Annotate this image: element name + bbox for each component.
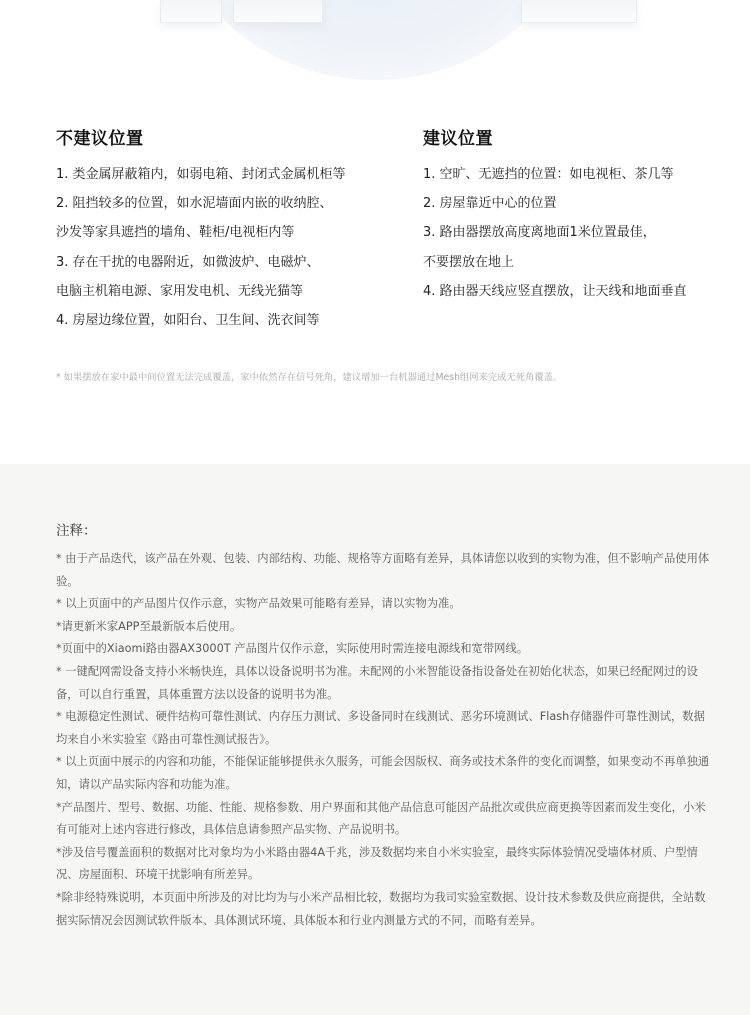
not-recommended-title: 不建议位置 bbox=[56, 129, 144, 149]
note-item: *产品图片、型号、数据、功能、性能、规格参数、用户界面和其他产品信息可能因产品批次或供应商更换等因素而发生变化，小米有可能对上述内容进行修改，具体信息请参照产品实物、产品说明书。 bbox=[56, 800, 706, 837]
list-item: 1. 空旷、无遮挡的位置：如电视柜、茶几等 bbox=[423, 167, 674, 182]
note-item: * 一键配网需设备支持小米畅快连，具体以设备说明书为准。未配网的小米智能设备指设备处在初始化状态，如果已经配网过的设备，可以自行重置，具体重置方法以设备的说明书为准。 bbox=[56, 664, 698, 701]
list-item: 沙发等家具遮挡的墙角、鞋柜/电视柜内等 bbox=[56, 225, 295, 241]
list-item: 3. 存在干扰的电器附近，如微波炉、电磁炉、 bbox=[56, 254, 320, 270]
list-item: 2. 房屋靠近中心的位置 bbox=[423, 196, 557, 212]
furniture-shape bbox=[160, 0, 222, 23]
notes-section bbox=[0, 464, 750, 1015]
recommended-title: 建议位置 bbox=[423, 129, 493, 149]
note-item: *请更新米家APP至最新版本后使用。 bbox=[56, 619, 242, 633]
list-item: 电脑主机箱电源、家用发电机、无线光猫等 bbox=[56, 283, 304, 299]
not-recommended-section bbox=[56, 124, 396, 335]
note-item: * 由于产品迭代，该产品在外观、包装、内部结构、功能、规格等方面略有差异，具体请您以收到的实物为准，但不影响产品使用体验。 bbox=[56, 552, 710, 588]
list-item: 4. 路由器天线应竖直摆放，让天线和地面垂直 bbox=[423, 283, 687, 299]
recommended-section bbox=[423, 124, 723, 306]
list-item: 1. 类金属屏蔽箱内，如弱电箱、封闭式金属机柜等 bbox=[56, 167, 346, 182]
notes-list bbox=[56, 548, 710, 932]
list-item: 3. 路由器摆放高度离地面1米位置最佳， bbox=[423, 225, 656, 241]
list-item: 2. 阻挡较多的位置，如水泥墙面内嵌的收纳腔、 bbox=[56, 196, 333, 212]
note-item: *涉及信号覆盖面积的数据对比对象均为小米路由器4A千兆，涉及数据均来自小米实验室，最终实际体验情况受墙体材质、户型情况、房屋面积、环境干扰影响有所差异。 bbox=[56, 845, 698, 882]
note-item: * 以上页面中展示的内容和功能，不能保证能够提供永久服务，可能会因版权、商务或技术条件的变化而调整，如果变动不再单独通知，请以产品实际内容和功能为准。 bbox=[56, 755, 710, 791]
furniture-shape bbox=[233, 0, 323, 23]
list-item: 不要摆放在地上 bbox=[423, 254, 515, 270]
note-item: *页面中的Xiaomi路由器AX3000T 产品图片仅作示意，实际使用时需连接电源线和宽带网线。 bbox=[56, 642, 529, 656]
notes-title: 注释： bbox=[56, 523, 97, 539]
list-item: 4. 房屋边缘位置，如阳台、卫生间、洗衣间等 bbox=[56, 313, 320, 329]
furniture-shape bbox=[521, 0, 637, 23]
router-placement-illustration bbox=[0, 0, 750, 85]
mesh-footnote: * 如果摆放在家中最中间位置无法完成覆盖，家中依然存在信号死角，建议增加一台机器通过Mesh组网来完成无死角覆盖。 bbox=[56, 372, 563, 383]
note-item: * 电源稳定性测试、硬件结构可靠性测试、内存压力测试、多设备同时在线测试、恶劣环境测试、Flash存储器件可靠性测试，数据均来自小米实验室《路由可靠性测试报告》。 bbox=[56, 710, 705, 746]
note-item: *除非经特殊说明，本页面中所涉及的对比均为与小米产品相比较，数据均为我司实验室数据、设计技术参数及供应商提供，全站数据实际情况会因测试软件版本、具体测试环境、具体版本和行业内测量方式的不同，而略有差异。 bbox=[56, 890, 706, 927]
note-item: * 以上页面中的产品图片仅作示意，实物产品效果可能略有差异，请以实物为准。 bbox=[56, 597, 461, 611]
